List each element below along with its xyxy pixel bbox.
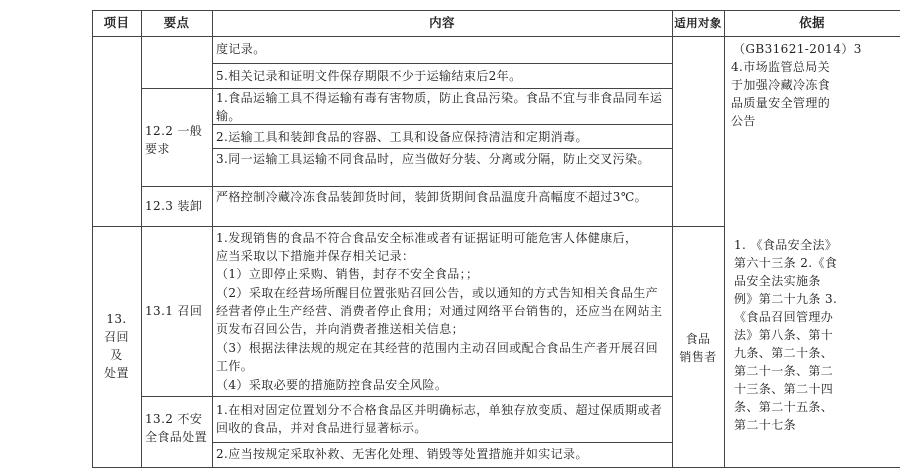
content-cell: （4）采取必要的措施防控食品安全风险。 bbox=[216, 378, 448, 392]
content-cell: 3.同一运输工具运输不同食品时，应当做好分装、分离或分隔，防止交叉污染。 bbox=[216, 152, 650, 166]
content-cell: 1.在相对固定位置划分不合格食品区并明确标志，单独存放变质、超过保质期或者回收的食品，并对食品进行显著标示。 bbox=[216, 403, 663, 435]
header-item: 项目 bbox=[103, 15, 130, 30]
table-border-top bbox=[92, 10, 900, 11]
header-point: 要点 bbox=[163, 15, 190, 30]
point-unsafe-food-disposal: 13.2 不安全食品处置 bbox=[145, 412, 208, 444]
basis-cell: 1. 《食品安全法》第六十三条 2.《食品安全法实施条例》第二十九条 3.《食品召回管理办法》第八条、第十九条、第二十条、第二十一条、第二十三条、第二十四条、第二十五条、第二十七条 bbox=[734, 238, 838, 432]
basis-cell: 4.市场监管总局关于加强冷藏冷冻食品质量安全管理的公告 bbox=[731, 60, 831, 128]
point-loading: 12.3 装卸 bbox=[145, 199, 203, 213]
content-cell: 2.运输工具和装卸食品的容器、工具和设备应保持清洁和定期消毒。 bbox=[216, 130, 588, 144]
content-cell: （1）立即停止采购、销售，封存不安全食品；； bbox=[216, 267, 479, 281]
row-sep bbox=[92, 226, 725, 227]
content-cell: 1.食品运输工具不得运输有毒有害物质，防止食品污染。食品不宜与非食品同车运输。 bbox=[216, 91, 663, 123]
header-divider bbox=[92, 36, 900, 37]
header-basis: 依据 bbox=[799, 15, 825, 30]
point-general-requirements: 12.2 一般要求 bbox=[145, 124, 203, 156]
row-sep bbox=[141, 186, 673, 187]
content-cell: 2.应当按规定采取补救、无害化处理、销毁等处置措施并如实记录。 bbox=[216, 447, 588, 461]
content-cell: 5.相关记录和证明文件保存期限不少于运输结束后2年。 bbox=[216, 69, 522, 83]
row-sep bbox=[212, 148, 673, 149]
col-divider-2 bbox=[212, 10, 213, 468]
item-13-name: 召回 bbox=[104, 330, 129, 344]
point-recall: 13.1 召回 bbox=[145, 304, 203, 318]
row-sep bbox=[141, 396, 673, 397]
table-border-bottom bbox=[92, 467, 900, 468]
content-cell: 严格控制冷藏冷冻食品装卸货时间，装卸货期间食品温度升高幅度不超过3℃。 bbox=[216, 190, 648, 204]
item-13-name: 处置 bbox=[104, 366, 129, 380]
target-cell: 销售者 bbox=[679, 350, 717, 364]
header-target: 适用对象 bbox=[674, 16, 722, 30]
table-border-left bbox=[92, 10, 93, 468]
content-cell: 度记录。 bbox=[216, 42, 266, 56]
content-cell: （3）根据法律法规的规定在其经营的范围内主动召回或配合食品生产者开展召回工作。 bbox=[216, 341, 659, 373]
col-divider-1 bbox=[141, 10, 142, 468]
header-content: 内容 bbox=[429, 15, 455, 30]
col-divider-4 bbox=[724, 10, 725, 468]
item-13-name: 及 bbox=[110, 348, 123, 362]
basis-cell: （GB31621-2014）3 bbox=[733, 42, 862, 56]
row-sep bbox=[212, 442, 673, 443]
content-cell: 1.发现销售的食品不符合食品安全标准或者有证据证明可能危害人体健康后， bbox=[216, 231, 638, 245]
content-cell: （2）采取在经营场所醒目位置张贴召回公告，或以通知的方式告知相关食品生产经营者停止生产经营、消费者停止食用；对通过网络平台销售的，还应当在网站主页发布召回公告，并向消费者推送相关信息； bbox=[216, 286, 663, 336]
col-divider-3 bbox=[672, 10, 673, 468]
item-13-number: 13. bbox=[106, 312, 127, 326]
target-cell: 食品 bbox=[685, 332, 711, 346]
content-cell: 应当采取以下措施并保存相关记录： bbox=[216, 249, 415, 263]
row-sep bbox=[212, 63, 673, 64]
